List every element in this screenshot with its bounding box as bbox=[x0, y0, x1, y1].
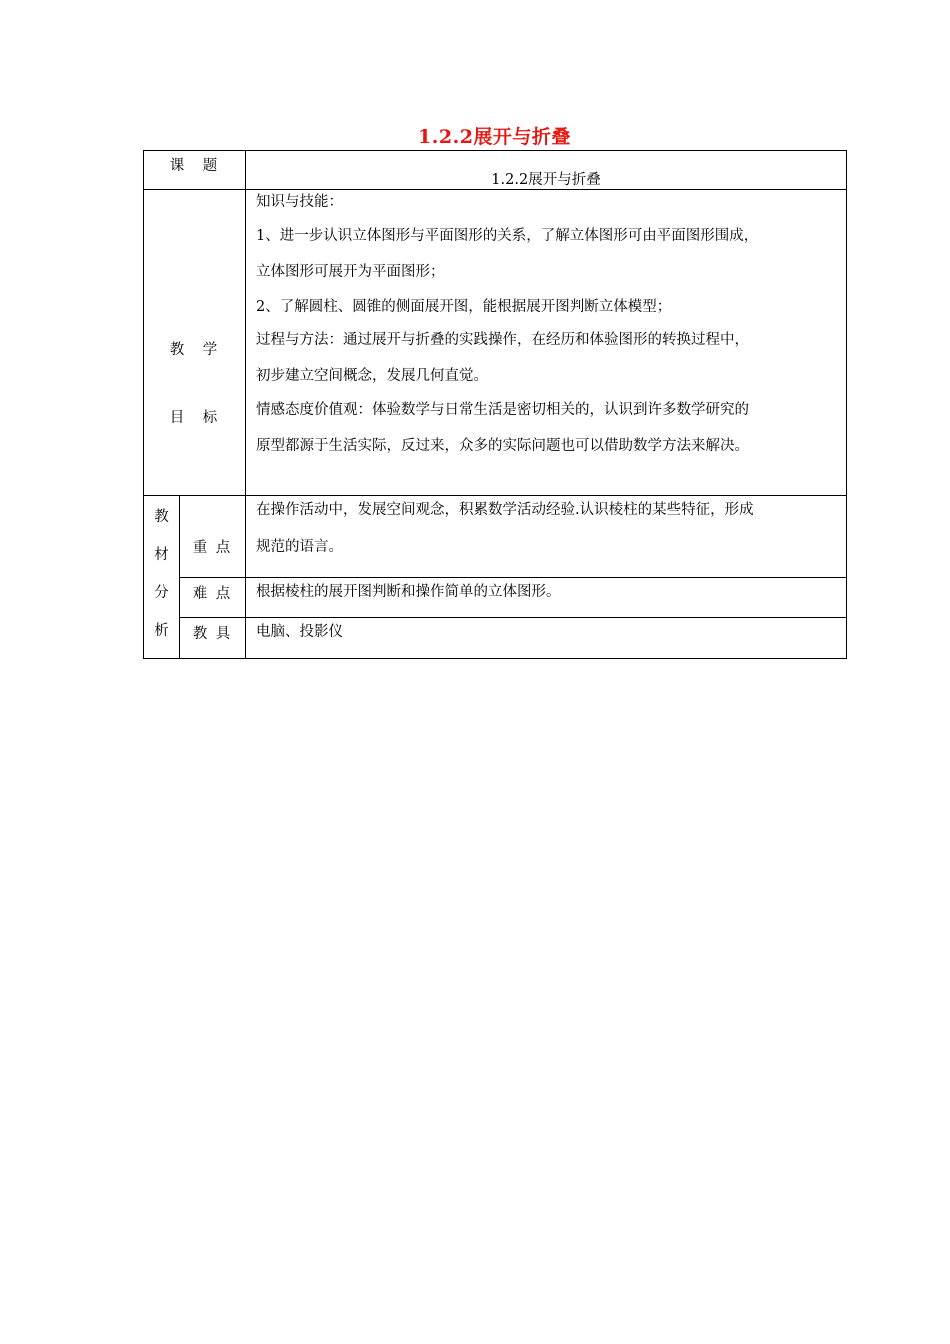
key-point-label: 重 点 bbox=[192, 540, 233, 556]
objective-line: 2、了解圆柱、圆锥的侧面展开图，能根据展开图判断立体模型； bbox=[256, 299, 672, 315]
objectives-label-bottom: 目 标 bbox=[169, 410, 220, 426]
analysis-label-cell bbox=[144, 496, 180, 659]
objective-line: 立体图形可展开为平面图形； bbox=[256, 264, 445, 280]
tools-row bbox=[144, 618, 847, 659]
objective-line: 过程与方法：通过展开与折叠的实践操作，在经历和体验图形的转换过程中， bbox=[256, 332, 749, 348]
key-point-row bbox=[144, 496, 847, 578]
lesson-value-cell bbox=[246, 151, 847, 190]
objectives-label-top: 教 学 bbox=[169, 342, 220, 358]
objective-line: 知识与技能： bbox=[256, 194, 343, 210]
difficulty-text: 根据棱柱的展开图判断和操作简单的立体图形。 bbox=[256, 584, 561, 600]
analysis-label-char: 教 bbox=[154, 509, 169, 525]
lesson-row bbox=[144, 151, 847, 190]
key-point-line: 规范的语言。 bbox=[256, 539, 343, 555]
objectives-label-cell bbox=[144, 190, 246, 496]
key-point-label-cell bbox=[180, 496, 246, 578]
objective-line: 情感态度价值观：体验数学与日常生活是密切相关的，认识到许多数学研究的 bbox=[256, 402, 749, 418]
difficulty-content-cell bbox=[246, 578, 847, 618]
objectives-row bbox=[144, 190, 847, 496]
objective-line: 1、进一步认识立体图形与平面图形的关系，了解立体图形可由平面图形围成， bbox=[256, 228, 759, 244]
analysis-label-char: 分 bbox=[154, 585, 169, 601]
objective-line: 原型都源于生活实际，反过来，众多的实际问题也可以借助数学方法来解决。 bbox=[256, 438, 749, 454]
lesson-label-cell bbox=[144, 151, 246, 190]
objective-line: 初步建立空间概念，发展几何直觉。 bbox=[256, 368, 488, 384]
tools-content-cell bbox=[246, 618, 847, 659]
difficulty-label: 难 点 bbox=[192, 586, 233, 602]
lesson-value: 1.2.2展开与折叠 bbox=[491, 172, 601, 188]
analysis-label-char: 析 bbox=[154, 623, 169, 639]
analysis-label-char: 材 bbox=[154, 547, 169, 563]
key-point-line: 在操作活动中，发展空间观念，积累数学活动经验.认识棱柱的某些特征，形成 bbox=[256, 502, 754, 518]
tools-label: 教 具 bbox=[192, 626, 233, 642]
key-point-content-cell bbox=[246, 496, 847, 578]
objectives-content-cell bbox=[246, 190, 847, 496]
lesson-label: 课 题 bbox=[169, 158, 220, 174]
page-title: 1.2.2展开与折叠 bbox=[418, 126, 571, 148]
tools-label-cell bbox=[180, 618, 246, 659]
difficulty-row bbox=[144, 578, 847, 618]
lesson-plan-table bbox=[143, 150, 847, 659]
tools-text: 电脑、投影仪 bbox=[256, 624, 343, 640]
difficulty-label-cell bbox=[180, 578, 246, 618]
